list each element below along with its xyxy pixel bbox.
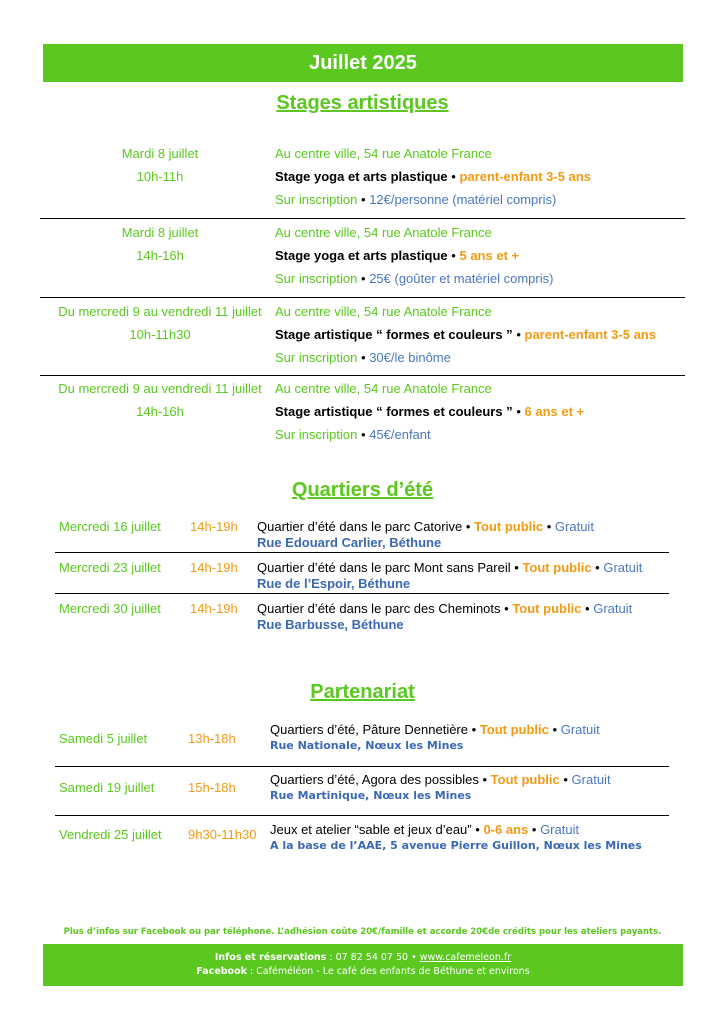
separator: • xyxy=(516,327,521,342)
partner-price: Gratuit xyxy=(540,822,580,837)
divider xyxy=(55,766,669,767)
stage-activity-line xyxy=(275,169,591,184)
membership-note: Plus d’infos sur Facebook ou par téléphone. L’adhésion coûte 20€/famille et accorde 20€de crédits pour les ateliers payants. xyxy=(63,927,662,937)
quartier-price: Gratuit xyxy=(603,560,643,575)
stage-activity-line xyxy=(275,248,519,263)
stage-place: Au centre ville, 54 rue Anatole France xyxy=(275,304,492,319)
separator: • xyxy=(585,601,590,616)
stage-date: Du mercredi 9 au vendredi 11 juillet xyxy=(58,381,262,396)
footer-info-label: Infos et réservations xyxy=(214,952,327,963)
quartier-audience: Tout public xyxy=(512,601,582,616)
section-title-partenariat: Partenariat xyxy=(310,681,415,703)
partner-date: Samedi 19 juillet xyxy=(59,780,155,795)
separator: • xyxy=(451,248,456,263)
stage-registration: Sur inscription xyxy=(275,271,358,286)
stage-place: Au centre ville, 54 rue Anatole France xyxy=(275,146,492,161)
footer-facebook-label: Facebook xyxy=(196,966,247,977)
quartier-audience: Tout public xyxy=(522,560,592,575)
quartier-activity: Quartier d’été dans le parc Mont sans Pareil xyxy=(257,560,511,575)
stage-place: Au centre ville, 54 rue Anatole France xyxy=(275,225,492,240)
partner-activity: Jeux et atelier “sable et jeux d’eau” xyxy=(270,822,472,837)
partner-activity-line xyxy=(270,822,579,837)
separator: • xyxy=(504,601,509,616)
divider xyxy=(55,815,669,816)
quartier-address: Rue Edouard Carlier, Béthune xyxy=(257,535,442,550)
stage-date: Du mercredi 9 au vendredi 11 juillet xyxy=(58,304,262,319)
separator: • xyxy=(361,350,366,365)
stage-audience: 6 ans et + xyxy=(524,404,585,419)
stage-time: 10h-11h30 xyxy=(129,327,191,342)
stage-activity-line xyxy=(275,404,584,419)
separator: • xyxy=(475,822,480,837)
stage-activity: Stage yoga et arts plastique xyxy=(275,169,448,184)
footer-facebook-text: : Caféméléon - Le café des enfants de Béthune et environs xyxy=(246,966,530,977)
stage-audience: 5 ans et + xyxy=(459,248,520,263)
stage-time: 10h-11h xyxy=(136,169,184,184)
quartier-price: Gratuit xyxy=(593,601,633,616)
quartier-activity: Quartier d’été dans le parc Catorive xyxy=(257,519,463,534)
partner-price: Gratuit xyxy=(571,772,611,787)
stage-date: Mardi 8 juillet xyxy=(121,225,199,240)
stage-registration-line xyxy=(275,271,553,286)
stage-registration-line xyxy=(275,350,451,365)
stage-audience: parent-enfant 3-5 ans xyxy=(524,327,656,342)
quartier-date: Mercredi 30 juillet xyxy=(59,601,161,616)
divider xyxy=(40,218,685,219)
separator: • xyxy=(471,722,477,737)
separator: • xyxy=(546,519,552,534)
stage-price: 30€/le binôme xyxy=(369,350,451,365)
footer-phone: : 07 82 54 07 50 • xyxy=(326,952,420,963)
stage-audience: parent-enfant 3-5 ans xyxy=(459,169,591,184)
quartier-time: 14h-19h xyxy=(190,601,238,616)
stage-registration-line xyxy=(275,192,556,207)
separator: • xyxy=(514,560,519,575)
quartier-address: Rue de l’Espoir, Béthune xyxy=(257,576,411,591)
partner-time: 13h-18h xyxy=(188,731,236,746)
partner-time: 9h30-11h30 xyxy=(188,827,257,842)
stage-price: 25€ (goûter et matériel compris) xyxy=(369,271,554,286)
footer-facebook-line xyxy=(43,965,683,979)
separator: • xyxy=(361,192,366,207)
partner-audience: Tout public xyxy=(490,772,560,787)
section-title-quartiers: Quartiers d’été xyxy=(291,479,434,501)
stage-price: 45€/enfant xyxy=(369,427,431,442)
divider xyxy=(40,375,685,376)
partner-time: 15h-18h xyxy=(188,780,236,795)
partner-address: Rue Nationale, Nœux les Mines xyxy=(270,739,464,752)
stage-place: Au centre ville, 54 rue Anatole France xyxy=(275,381,492,396)
quartier-activity-line xyxy=(257,601,632,616)
stage-price: 12€/personne (matériel compris) xyxy=(369,192,557,207)
month-title: Juillet 2025 xyxy=(309,52,417,74)
partner-audience: 0-6 ans xyxy=(483,822,529,837)
quartier-time: 14h-19h xyxy=(190,560,238,575)
partner-address: A la base de l’AAE, 5 avenue Pierre Guillon, Nœux les Mines xyxy=(270,839,642,852)
divider xyxy=(55,552,669,553)
quartier-price: Gratuit xyxy=(554,519,594,534)
partner-activity: Quartiers d’été, Pâture Dennetière xyxy=(270,722,468,737)
stage-registration: Sur inscription xyxy=(275,427,358,442)
separator: • xyxy=(361,271,366,286)
stage-time: 14h-16h xyxy=(136,248,184,263)
separator: • xyxy=(595,560,600,575)
website-link[interactable]: www.cafemeleon.fr xyxy=(419,952,512,963)
quartier-date: Mercredi 16 juillet xyxy=(59,519,161,534)
partner-date: Vendredi 25 juillet xyxy=(59,827,162,842)
stage-activity: Stage artistique “ formes et couleurs ” xyxy=(275,404,513,419)
stage-activity: Stage artistique “ formes et couleurs ” xyxy=(275,327,513,342)
quartier-activity-line xyxy=(257,519,594,534)
quartier-date: Mercredi 23 juillet xyxy=(59,560,161,575)
month-header xyxy=(43,44,683,82)
partner-activity-line xyxy=(270,722,600,737)
partner-price: Gratuit xyxy=(560,722,600,737)
quartier-activity: Quartier d’été dans le parc des Cheminots xyxy=(257,601,501,616)
stage-registration: Sur inscription xyxy=(275,350,358,365)
partner-activity: Quartiers d’été, Agora des possibles xyxy=(270,772,479,787)
separator: • xyxy=(552,722,558,737)
quartier-audience: Tout public xyxy=(474,519,544,534)
stage-activity: Stage yoga et arts plastique xyxy=(275,248,448,263)
quartier-activity-line xyxy=(257,560,642,575)
separator: • xyxy=(361,427,366,442)
separator: • xyxy=(563,772,568,787)
separator: • xyxy=(531,822,537,837)
quartier-time: 14h-19h xyxy=(190,519,238,534)
separator: • xyxy=(451,169,456,184)
stage-registration: Sur inscription xyxy=(275,192,358,207)
divider xyxy=(40,297,685,298)
partner-activity-line xyxy=(270,772,611,787)
footer-contact-line xyxy=(43,951,683,965)
stage-activity-line xyxy=(275,327,656,342)
stage-registration-line xyxy=(275,427,431,442)
partner-date: Samedi 5 juillet xyxy=(59,731,148,746)
separator: • xyxy=(516,404,521,419)
section-title-stages: Stages artistiques xyxy=(276,92,449,114)
stage-time: 14h-16h xyxy=(136,404,184,419)
separator: • xyxy=(482,772,488,787)
divider xyxy=(55,593,669,594)
partner-address: Rue Martinique, Nœux les Mines xyxy=(270,789,472,802)
partner-audience: Tout public xyxy=(479,722,549,737)
separator: • xyxy=(465,519,471,534)
footer-bar xyxy=(43,944,683,986)
stage-date: Mardi 8 juillet xyxy=(121,146,199,161)
quartier-address: Rue Barbusse, Béthune xyxy=(257,617,404,632)
